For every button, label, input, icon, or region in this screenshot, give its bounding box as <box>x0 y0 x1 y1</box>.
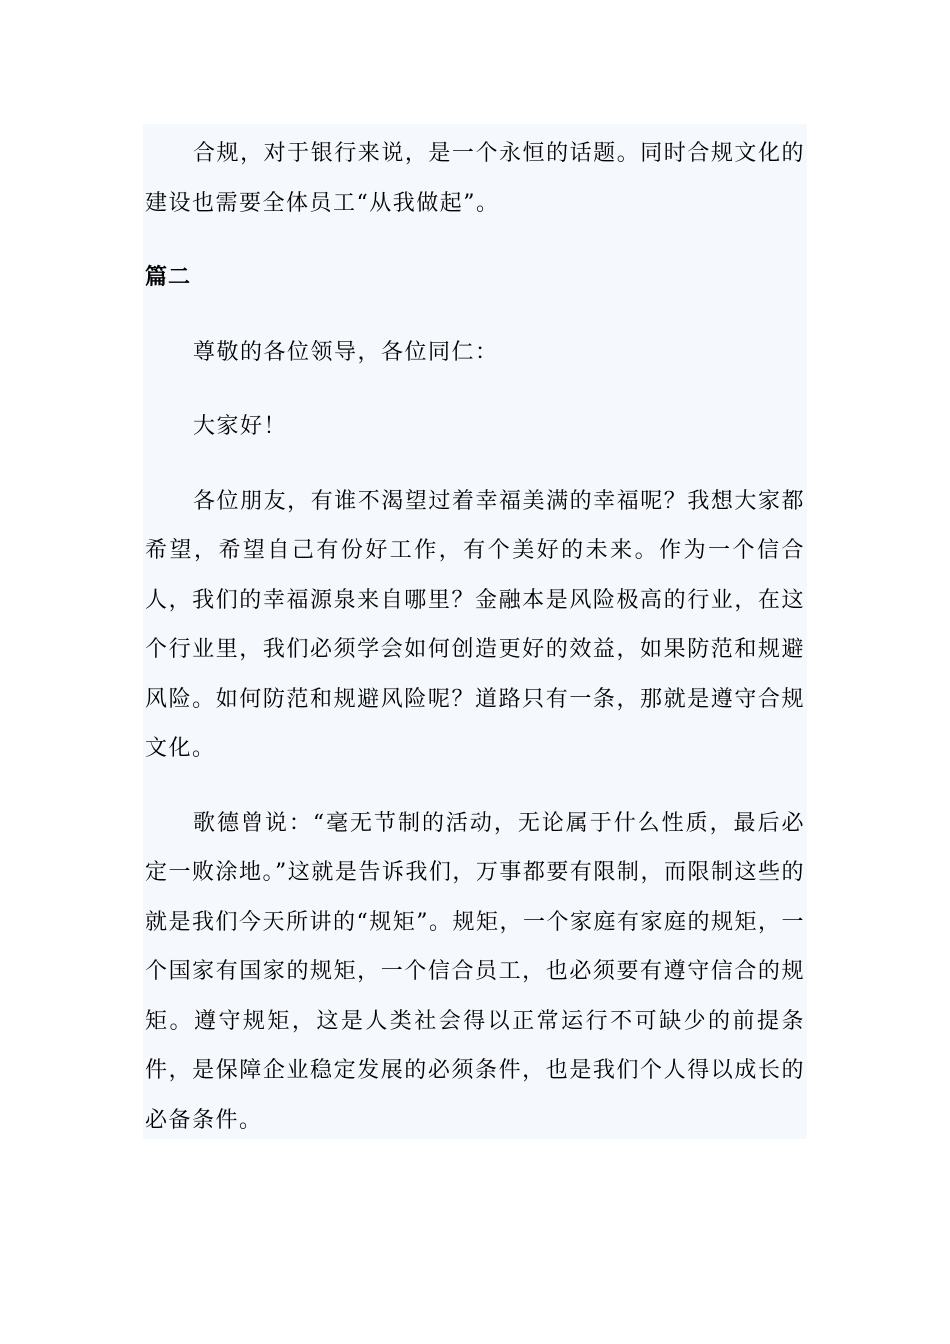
paragraph-compliance-intro: 合规，对于银行来说，是一个永恒的话题。同时合规文化的建设也需要全体员工“从我做起”。 <box>145 141 805 216</box>
salutation: 大家好！ <box>193 414 288 439</box>
greeting: 尊敬的各位领导，各位同仁： <box>193 339 499 365</box>
paragraph-gap <box>145 228 805 253</box>
paragraph-gap <box>145 452 805 477</box>
paragraph-gap <box>145 774 805 799</box>
paragraph-happiness: 各位朋友，有谁不渴望过着幸福美满的幸福呢？我想大家都希望，希望自己有份好工作，有个美好的未来。作为一个信合人，我们的幸福源泉来自哪里？金融本是风险极高的行业，在这个行业里，我们必须学会如何创造更好的效益，如果防范和规避风险。如何防范和规避风险呢？道路只有一条，那就是遵守合规文化。 <box>145 488 805 761</box>
paragraph-goethe-rules: 歌德曾说：“毫无节制的活动，无论属于什么性质，最后必定一败涂地。”这就是告诉我们，万事都要有限制，而限制这些的就是我们今天所讲的“规矩”。规矩，一个家庭有家庭的规矩，一个国家有国家的规矩，一个信合员工，也必须要有遵守信合的规矩。遵守规矩，这是人类社会得以正常运行不可缺少的前提条件，是保障企业稳定发展的必须条件，也是我们个人得以成长的必备条件。 <box>145 810 805 1133</box>
paragraph-gap <box>145 303 805 328</box>
paragraph-gap <box>145 377 805 402</box>
section-heading: 篇二 <box>145 265 192 290</box>
document-content <box>143 124 807 1139</box>
